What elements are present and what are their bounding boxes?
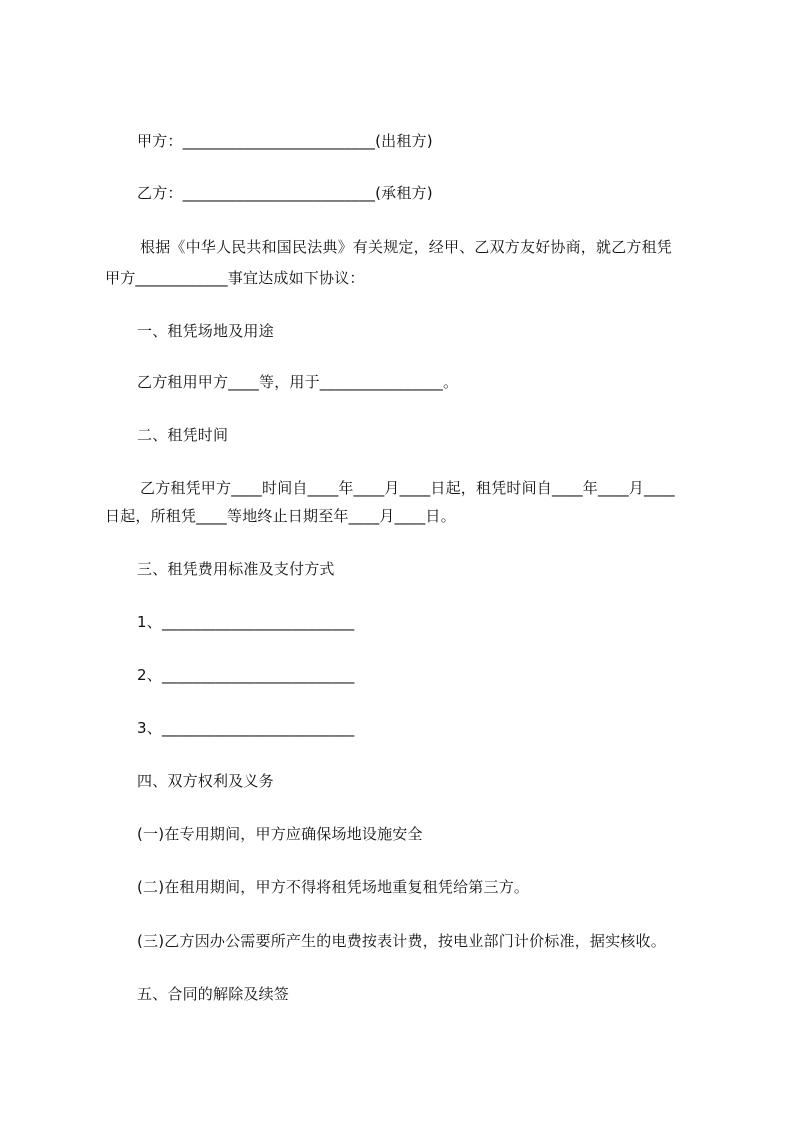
section-4-item-3: (三)乙方因办公需要所产生的电费按表计费，按电业部门计价标准，据实核收。 — [137, 932, 666, 950]
section-2-line-2: 日起，所租凭____等地终止日期至年____月____日。 — [105, 507, 456, 525]
section-5-title: 五、合同的解除及续签 — [137, 985, 290, 1003]
section-2-title: 二、租凭时间 — [137, 426, 229, 444]
section-4-title: 四、双方权利及义务 — [137, 772, 274, 790]
party-b-line: 乙方：_________________________(承租方) — [137, 184, 433, 202]
section-2-line-1: 乙方租凭甲方____时间自____年____月____日起，租凭时间自____年____月____ — [140, 479, 675, 497]
preamble-line-2: 甲方____________事宜达成如下协议： — [105, 269, 365, 287]
section-3-item-1: 1、_________________________ — [137, 613, 355, 631]
section-3-item-3: 3、_________________________ — [137, 719, 355, 737]
party-a-line: 甲方：_________________________(出租方) — [137, 132, 433, 150]
section-4-item-1: (一)在专用期间，甲方应确保场地设施安全 — [137, 825, 423, 843]
section-1-title: 一、租凭场地及用途 — [137, 322, 274, 340]
section-4-item-2: (二)在租用期间，甲方不得将租凭场地重复租凭给第三方。 — [137, 878, 530, 896]
section-3-item-2: 2、_________________________ — [137, 666, 355, 684]
section-1-text: 乙方租用甲方____等，用于________________。 — [137, 373, 459, 391]
section-3-title: 三、租凭费用标准及支付方式 — [137, 560, 335, 578]
preamble-line-1: 根据《中华人民共和国民法典》有关规定，经甲、乙双方友好协商，就乙方租凭 — [140, 238, 673, 256]
